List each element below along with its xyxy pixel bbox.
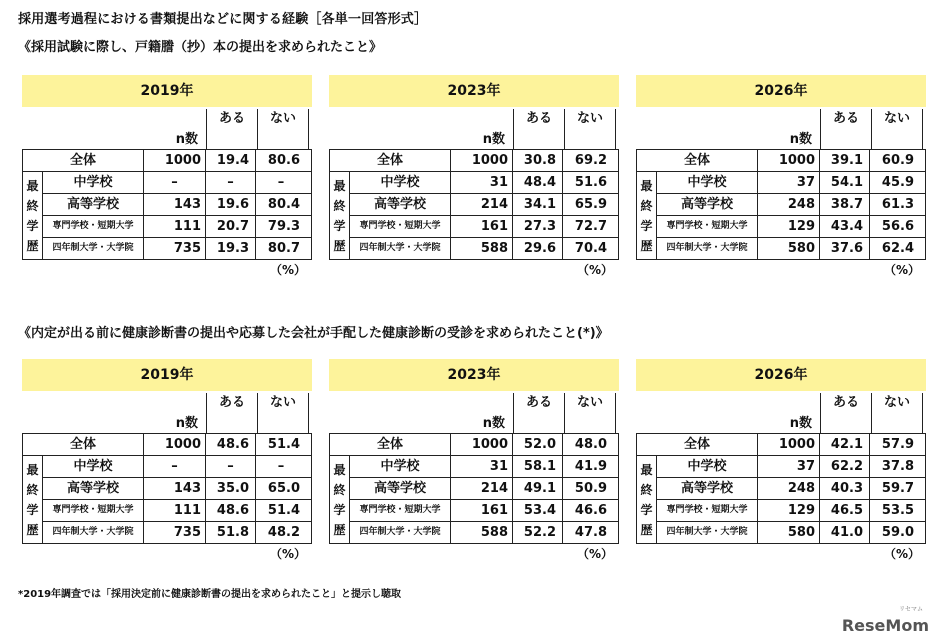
no-value: 45.9 [881, 175, 914, 190]
no-value: 51.4 [267, 503, 300, 518]
n-header: n数 [789, 416, 812, 431]
yes-value: 54.1 [820, 172, 870, 193]
row-label: 専門学校・短期大学 [657, 500, 758, 521]
table-row [657, 521, 925, 543]
table-row [23, 150, 311, 171]
n-header: n数 [482, 416, 505, 431]
no-header: ない [565, 393, 616, 433]
row-label: 中学校 [43, 172, 144, 193]
no-header: ない [258, 393, 309, 433]
table-row [657, 237, 925, 259]
row-label: 四年制大学・大学院 [43, 522, 144, 543]
year-header: 2023年 [329, 359, 619, 391]
n-value: 580 [758, 238, 820, 259]
no-header: ない [872, 109, 923, 149]
n-value: 214 [451, 478, 513, 499]
education-group-label: 最 終 学 歴 [637, 456, 657, 543]
row-label: 中学校 [350, 456, 451, 477]
yes-value: 39.1 [820, 150, 870, 171]
no-value: 51.4 [267, 437, 300, 452]
yes-value: 19.4 [206, 150, 256, 171]
table-row [43, 499, 311, 521]
row-label: 四年制大学・大学院 [657, 522, 758, 543]
table-row [330, 150, 618, 171]
year-header: 2026年 [636, 359, 926, 391]
table-row [43, 477, 311, 499]
education-group-label: 最 終 学 歴 [23, 456, 43, 543]
yes-value: 37.6 [820, 238, 870, 259]
no-value: 53.5 [881, 503, 914, 518]
table-row [657, 215, 925, 237]
yes-value: 34.1 [513, 194, 563, 215]
yes-value: 42.1 [820, 434, 870, 455]
no-value: 59.7 [881, 481, 914, 496]
row-label: 全体 [23, 150, 144, 171]
yes-value: 52.0 [513, 434, 563, 455]
row-label: 専門学校・短期大学 [43, 500, 144, 521]
no-value: 72.7 [574, 219, 607, 234]
yes-value: 43.4 [820, 216, 870, 237]
yes-value: 38.7 [820, 194, 870, 215]
n-value: 248 [758, 194, 820, 215]
row-label: 専門学校・短期大学 [350, 500, 451, 521]
yes-value: 41.0 [820, 522, 870, 543]
yes-value: 27.3 [513, 216, 563, 237]
yes-value: 62.2 [820, 456, 870, 477]
table-row [350, 477, 618, 499]
table-row [350, 215, 618, 237]
education-group-label: 最 終 学 歴 [330, 172, 350, 259]
yes-value: 51.8 [206, 522, 256, 543]
no-value: – [277, 459, 285, 474]
n-value: 37 [758, 172, 820, 193]
yes-value: 30.8 [513, 150, 563, 171]
n-value: 735 [144, 522, 206, 543]
table-row [637, 150, 925, 171]
yes-value: 48.6 [206, 434, 256, 455]
header-blank [636, 393, 758, 433]
row-label: 全体 [637, 434, 758, 455]
yes-value: 48.4 [513, 172, 563, 193]
logo-subtext: リセマム [899, 606, 923, 613]
row-label: 中学校 [657, 172, 758, 193]
no-header: ない [872, 393, 923, 433]
n-value: 111 [144, 500, 206, 521]
n-header: n数 [175, 132, 198, 147]
table-row [657, 499, 925, 521]
table-row [657, 193, 925, 215]
table-row [43, 172, 311, 193]
n-value: 111 [144, 216, 206, 237]
row-label: 高等学校 [657, 478, 758, 499]
no-value: 70.4 [574, 241, 607, 256]
no-value: 60.9 [881, 153, 914, 168]
table-row [350, 499, 618, 521]
section2-title: 《内定が出る前に健康診断書の提出や応募した会社が手配した健康診断の受診を求められたこと(*)》 [18, 326, 609, 341]
data-table [329, 433, 619, 544]
n-value: 588 [451, 522, 513, 543]
n-value: 1000 [144, 434, 206, 455]
no-value: 56.6 [881, 219, 914, 234]
no-value: 51.6 [574, 175, 607, 190]
n-value: 129 [758, 216, 820, 237]
n-value: 1000 [758, 150, 820, 171]
no-value: 48.0 [574, 437, 607, 452]
no-value: 69.2 [574, 153, 607, 168]
table-row [657, 172, 925, 193]
header-blank [22, 393, 144, 433]
no-value: 46.6 [574, 503, 607, 518]
n-value: 161 [451, 216, 513, 237]
row-label: 四年制大学・大学院 [350, 238, 451, 259]
year-header: 2026年 [636, 75, 926, 107]
row-label: 高等学校 [43, 194, 144, 215]
yes-header: ある [513, 109, 565, 149]
n-value: 129 [758, 500, 820, 521]
header-blank [22, 109, 144, 149]
n-header: n数 [789, 132, 812, 147]
n-value: 248 [758, 478, 820, 499]
row-label: 中学校 [657, 456, 758, 477]
table-row [637, 434, 925, 455]
percent-unit: （%） [576, 547, 613, 561]
yes-value: – [206, 172, 256, 193]
row-label: 高等学校 [43, 478, 144, 499]
percent-unit: （%） [883, 547, 920, 561]
table-row [350, 456, 618, 477]
no-value: 50.9 [574, 481, 607, 496]
row-label: 全体 [23, 434, 144, 455]
table-row [657, 456, 925, 477]
no-value: 80.7 [267, 241, 300, 256]
yes-value: 58.1 [513, 456, 563, 477]
row-label: 全体 [330, 434, 451, 455]
yes-value: 19.6 [206, 194, 256, 215]
no-value: 48.2 [267, 525, 300, 540]
yes-value: – [206, 456, 256, 477]
footnote: *2019年調査では「採用決定前に健康診断書の提出を求められたこと」と提示し聴取 [18, 589, 402, 600]
yes-value: 40.3 [820, 478, 870, 499]
yes-header: ある [513, 393, 565, 433]
no-value: 37.8 [881, 459, 914, 474]
no-value: 59.0 [881, 525, 914, 540]
row-label: 全体 [330, 150, 451, 171]
section1-title: 《採用試験に際し、戸籍謄（抄）本の提出を求められたこと》 [18, 40, 383, 55]
row-label: 中学校 [43, 456, 144, 477]
education-group-label: 最 終 学 歴 [637, 172, 657, 259]
no-value: 65.0 [267, 481, 300, 496]
n-value: 588 [451, 238, 513, 259]
percent-unit: （%） [883, 263, 920, 277]
no-value: 57.9 [881, 437, 914, 452]
row-label: 全体 [637, 150, 758, 171]
education-group-label: 最 終 学 歴 [23, 172, 43, 259]
n-value: 161 [451, 500, 513, 521]
n-value: 1000 [758, 434, 820, 455]
section1-panel-0 [22, 75, 312, 278]
no-value: 79.3 [267, 219, 300, 234]
yes-header: ある [206, 109, 258, 149]
table-row [350, 193, 618, 215]
no-value: 80.4 [267, 197, 300, 212]
n-value: 214 [451, 194, 513, 215]
row-label: 専門学校・短期大学 [657, 216, 758, 237]
table-row [43, 215, 311, 237]
n-value: – [144, 172, 206, 193]
no-value: – [277, 175, 285, 190]
row-label: 四年制大学・大学院 [43, 238, 144, 259]
row-label: 高等学校 [350, 478, 451, 499]
section2-panel-2 [636, 359, 926, 562]
year-header: 2019年 [22, 359, 312, 391]
n-header: n数 [175, 416, 198, 431]
n-header: n数 [482, 132, 505, 147]
data-table [636, 433, 926, 544]
data-table [22, 433, 312, 544]
table-row [657, 477, 925, 499]
section1-panel-1 [329, 75, 619, 278]
data-table [22, 149, 312, 260]
n-value: 143 [144, 194, 206, 215]
n-value: 1000 [451, 434, 513, 455]
n-value: 143 [144, 478, 206, 499]
percent-unit: （%） [269, 547, 306, 561]
yes-header: ある [820, 393, 872, 433]
yes-value: 35.0 [206, 478, 256, 499]
row-label: 専門学校・短期大学 [350, 216, 451, 237]
yes-header: ある [820, 109, 872, 149]
resemom-logo: ReseMom [841, 616, 929, 635]
yes-value: 19.3 [206, 238, 256, 259]
n-value: 31 [451, 172, 513, 193]
year-header: 2019年 [22, 75, 312, 107]
yes-header: ある [206, 393, 258, 433]
data-table [636, 149, 926, 260]
yes-value: 29.6 [513, 238, 563, 259]
table-row [350, 237, 618, 259]
table-row [330, 434, 618, 455]
table-row [43, 193, 311, 215]
header-blank [636, 109, 758, 149]
yes-value: 20.7 [206, 216, 256, 237]
row-label: 専門学校・短期大学 [43, 216, 144, 237]
n-value: 580 [758, 522, 820, 543]
table-row [23, 434, 311, 455]
n-value: 1000 [144, 150, 206, 171]
table-row [350, 172, 618, 193]
n-value: – [144, 456, 206, 477]
yes-value: 53.4 [513, 500, 563, 521]
yes-value: 48.6 [206, 500, 256, 521]
table-row [43, 521, 311, 543]
no-header: ない [258, 109, 309, 149]
row-label: 四年制大学・大学院 [657, 238, 758, 259]
no-value: 62.4 [881, 241, 914, 256]
education-group-label: 最 終 学 歴 [330, 456, 350, 543]
no-header: ない [565, 109, 616, 149]
n-value: 1000 [451, 150, 513, 171]
year-header: 2023年 [329, 75, 619, 107]
section1-panel-2 [636, 75, 926, 278]
n-value: 31 [451, 456, 513, 477]
row-label: 四年制大学・大学院 [350, 522, 451, 543]
yes-value: 52.2 [513, 522, 563, 543]
percent-unit: （%） [269, 263, 306, 277]
page-title: 採用選考過程における書類提出などに関する経験［各単一回答形式］ [18, 12, 428, 27]
n-value: 735 [144, 238, 206, 259]
no-value: 41.9 [574, 459, 607, 474]
section2-panel-1 [329, 359, 619, 562]
header-blank [329, 109, 451, 149]
n-value: 37 [758, 456, 820, 477]
percent-unit: （%） [576, 263, 613, 277]
table-row [43, 237, 311, 259]
table-row [350, 521, 618, 543]
data-table [329, 149, 619, 260]
row-label: 中学校 [350, 172, 451, 193]
no-value: 80.6 [267, 153, 300, 168]
no-value: 47.8 [574, 525, 607, 540]
no-value: 65.9 [574, 197, 607, 212]
row-label: 高等学校 [657, 194, 758, 215]
no-value: 61.3 [881, 197, 914, 212]
header-blank [329, 393, 451, 433]
section2-panel-0 [22, 359, 312, 562]
yes-value: 46.5 [820, 500, 870, 521]
table-row [43, 456, 311, 477]
yes-value: 49.1 [513, 478, 563, 499]
row-label: 高等学校 [350, 194, 451, 215]
